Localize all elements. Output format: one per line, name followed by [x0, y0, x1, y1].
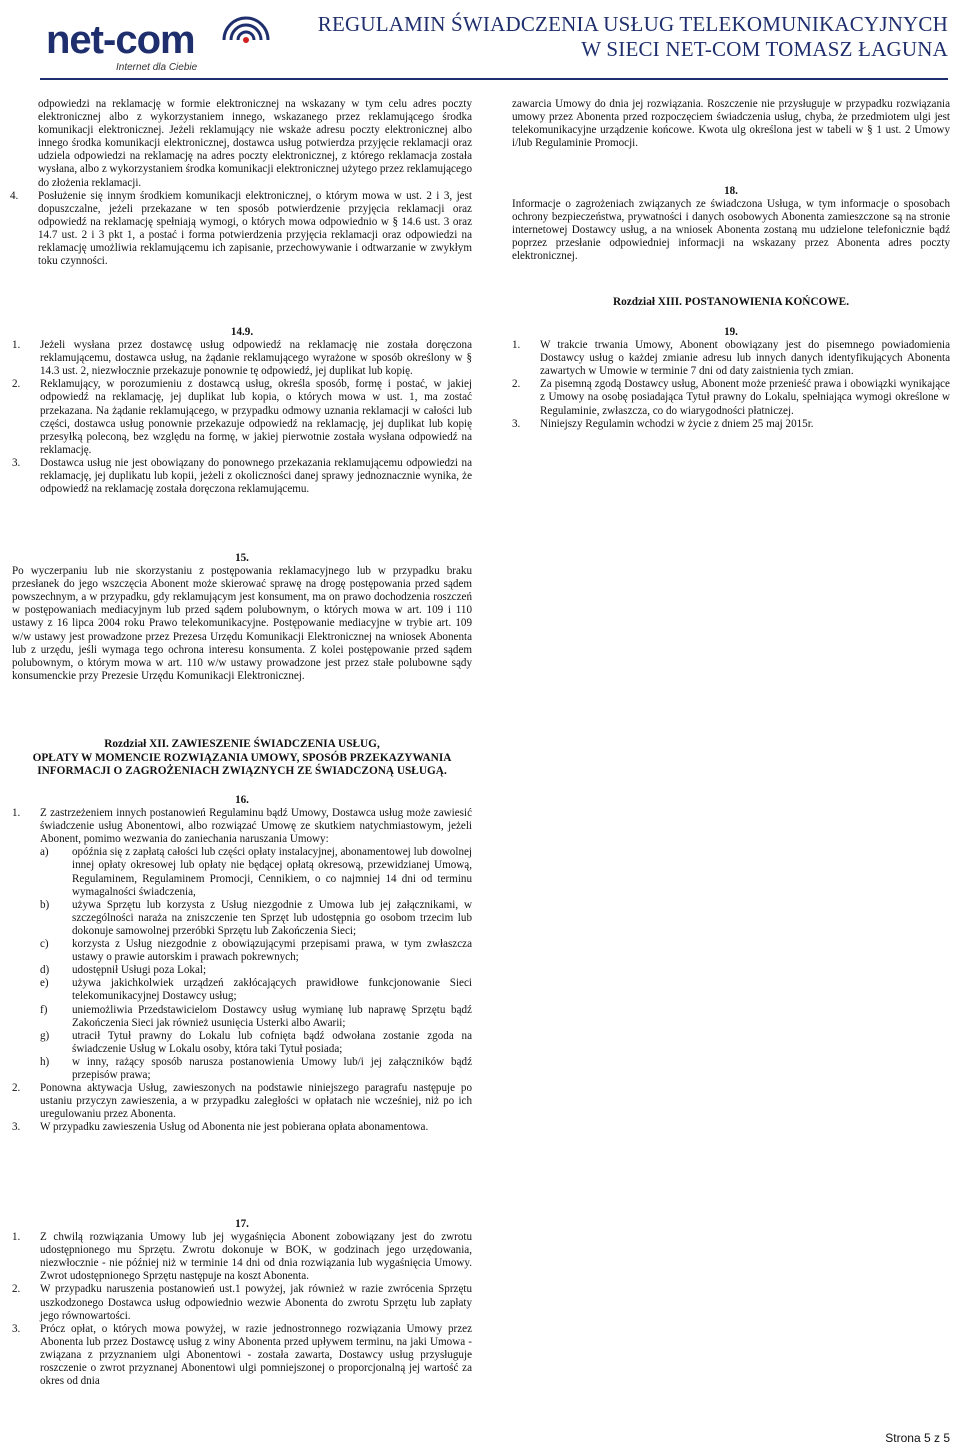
- section-paragraph: Po wyczerpaniu lub nie skorzystaniu z postępowania reklamacyjnego lub w przypadku braku przesłanek do jego wszczęcia Abonent może skierować sprawę na drogę postępowania przed sądem powszechnym, a w przypadku, gdy reklamującym jest konsument, ma on prawo dochodzenia roszczeń w postępowaniach mediacyjnym lub przed sądem polubownym, o których mowa w art. 109 i 110 ustawy z 16 lipca 2004 roku Prawo telekomunikacyjne. Postępowanie mediacyjne w trybie art. 109 w/w ustawy jest prowadzone przez Prezesa Urzędu Komunikacji Elektronicznej na wniosek Abonenta lub z urzędu, jeśli wymaga tego ochrona interesu konsumenta. Z kolei postępowanie przed sądem polubownym, o którym mowa w art. 110 w/w ustawy prowadzone jest przez stałe polubowne sądy konsumenckie przy Prezesie Urzędu Komunikacji Elektronicznej.: [12, 565, 472, 682]
- sub-item: c) korzysta z Usług niezgodnie z obowiązującymi przepisami prawa, w tym zwłaszcza ustawy o prawie autorskim i prawach pokrewnych;: [40, 938, 472, 964]
- section-18: [512, 185, 950, 264]
- sub-item: d) udostępnił Usługi poza Lokal;: [40, 964, 207, 977]
- section-heading: 15.: [235, 552, 249, 564]
- section-heading: 17.: [235, 1218, 249, 1230]
- page-number: Strona 5 z 5: [885, 1431, 950, 1445]
- logo-tagline: Internet dla Ciebie: [116, 62, 198, 73]
- sub-item: h) w inny, rażący sposób narusza postanowienia Umowy lub/i jej załączników bądź przepisów prawa;: [40, 1055, 472, 1081]
- chapter-12-heading: Rozdział XII. ZAWIESZENIE ŚWIADCZENIA USŁUG, OPŁATY W MOMENCIE ROZWIĄZANIA UMOWY, SPOSÓB PRZEKAZYWANIA INFORMACJI O ZAGROŻENIACH ZWIĄZNYCH ZE ŚWIADCZONĄ USŁUGĄ.: [32, 738, 452, 778]
- left-column-top: [10, 98, 472, 268]
- list-item: 2. Ponowna aktywacja Usług, zawieszonych na podstawie niniejszego paragrafu następuje po ustaniu przyczyn zawieszenia, a w przypadku zaległości w opłatach nie wcześniej, niż po ich uregulowaniu przez Abonenta.: [12, 1082, 472, 1121]
- list-item: 2. W przypadku naruszenia postanowień ust.1 powyżej, jak również w razie zwrócenia Sprzętu uszkodzonego Dostawca usług odpowiednio wezwie Abonenta do zwrotu Sprzętu lub zapłaty jego równowartości.: [12, 1283, 472, 1322]
- title-line-1: REGULAMIN ŚWIADCZENIA USŁUG TELEKOMUNIKACYJNYCH: [317, 12, 948, 36]
- section-paragraph: Informacje o zagrożeniach związanych ze świadczona Usługa, w tym informacje o sposobach ochrony bezpieczeństwa, prywatności i danych osobowych Abonenta zamieszczone są na stronie internetowej Dostawcy usług, a na wniosek Abonenta zostaną mu udzielone telefonicznie bądź poprzez przesłanie odpowiedniej informacji na wskazany przez Abonenta adres poczty elektronicznej.: [512, 198, 950, 263]
- section-17: [12, 1218, 472, 1388]
- continued-paragraph: zawarcia Umowy do dnia jej rozwiązania. Roszczenie nie przysługuje w przypadku rozwiązania umowy przez Abonenta przed rozpoczęciem świadczenia usług, chyba, że przedmiotem ulgi jest telekomunikacyjne urządzenie końcowe. Kwota ulg określona jest w tabeli w § 1 ust. 2 Umowy i/lub Regulaminie Promocji.: [512, 98, 950, 150]
- list-item: 3. Prócz opłat, o których mowa powyżej, w razie jednostronnego rozwiązania Umowy przez Abonenta lub przez Dostawcę usług z winy Abonenta przed upływem terminu, na jaki Umowa - związana z przyznaniem ulgi Abonentowi - została zawarta, Dostawcy usług przysługuje roszczenie o zwrot przyznanej Abonentowi ulgi pomniejszonej o proporcjonalną jej wartość za okres od dnia: [12, 1322, 472, 1388]
- list-item: 3. W przypadku zawieszenia Usług od Abonenta nie jest pobierana opłata abonamentowa.: [12, 1121, 429, 1134]
- section-heading: 16.: [235, 794, 249, 806]
- section-19: [512, 326, 950, 431]
- wifi-wave-icon: [216, 6, 276, 46]
- sub-list: [12, 846, 472, 1082]
- list-item: 2. Reklamujący, w porozumieniu z dostawcą usług, określa sposób, formę i postać, w jakiej odpowiedź na reklamację, jej duplikat lub kopia, o których mowa w ust. 1, ma zostać przekazana. Na żądanie reklamującego, w przypadku odmowy uznania reklamacji w całości lub części, dostawca usług ponownie przekazuje odpowiedź na reklamację, jej duplikat lub kopię przesyłką poleconą, bez względu na formę, w jakiej pierwotnie została wysłana odpowiedź na reklamację.: [12, 378, 472, 456]
- chapter-13-heading: Rozdział XIII. POSTANOWIENIA KOŃCOWE.: [612, 296, 850, 308]
- sub-item: a) opóźnia się z zapłatą całości lub części opłaty instalacyjnej, abonamentowej lub dowolnej innej opłaty okresowej lub opłaty nie będącej opłatą okresową, przewidzianej Umową, Regulaminem, Regulaminem Promocji, Cennikiem, o co najmniej 14 dni od terminu wymagalności świadczenia,: [40, 846, 472, 898]
- section-heading: 14.9.: [230, 326, 254, 338]
- right-column-top: [512, 98, 950, 150]
- sub-item: e) używa jakichkolwiek urządzeń zakłócających prawidłowe funkcjonowanie Sieci telekomunikacyjnej Dostawcy usług;: [40, 977, 472, 1003]
- list-item: 4. Posłużenie się innym środkiem komunikacji elektronicznej, o którym mowa w ust. 2 i 3, jest dopuszczalne, jeżeli przekazane w ten sposób potwierdzenie przyjęcia reklamacji oraz odpowiedź na reklamację spełniają wymogi, o których mowa odpowiednio w § 14.6 ust. 3 oraz 14.7 ust. 2 i 3 pkt 1, a postać i forma potwierdzenia przyjęcia reklamacji oraz odpowiedzi na reklamację umożliwia reklamującemu ich zapisanie, przechowywanie i odtwarzanie w zwykłym toku czynności.: [10, 189, 472, 268]
- header-divider: [40, 78, 948, 80]
- list-item: 2. Za pisemną zgodą Dostawcy usług, Abonent może przenieść prawa i obowiązki wynikające z Umowy na osobę posiadająca Tytuł prawny do Lokalu, spełniająca wymogi określone w Regulaminie, zwłaszcza, co do wiarygodności płatniczej.: [512, 378, 950, 417]
- continued-paragraph: odpowiedzi na reklamację w formie elektronicznej na wskazany w tym celu adres poczty elektronicznej albo z wykorzystaniem innego, wskazanego przez reklamującego środka komunikacji elektronicznej. Jeżeli reklamujący nie wskaże adresu poczty elektronicznej albo innego środka komunikacji elektronicznej, dostawca usług potwierdza przyjęcie reklamacji oraz udziela odpowiedzi na reklamację na adres poczty elektronicznej, z którego reklamacja została wysłana, albo z wykorzystaniem środka komunikacji elektronicznej użytego przez reklamującego do złożenia reklamacji.: [38, 98, 472, 189]
- sub-item: b) używa Sprzętu lub korzysta z Usług niezgodnie z Umowa lub jej załącznikami, w szczególności naraża na zniszczenie ten Sprzęt lub udostępnia go osobom trzecim lub dokonuje samowolnej przeróbki Sprzętu lub Zakończenia Sieci;: [40, 898, 472, 937]
- list-item: 3. Niniejszy Regulamin wchodzi w życie z dniem 25 maj 2015r.: [512, 417, 814, 430]
- list-item: 1. Jeżeli wysłana przez dostawcę usług odpowiedź na reklamację nie została doręczona reklamującemu, dostawca usług, na żądanie reklamującego wyrażone w sposób określony w § 14.3 ust. 2, niezwłocznie przekazuje ponownie tę odpowiedź, jej duplikat lub kopię.: [12, 339, 472, 378]
- document-title: [318, 12, 948, 62]
- list-item: 1. W trakcie trwania Umowy, Abonent obowiązany jest do pisemnego powiadomienia Dostawcy usług o każdej zmianie adresu lub innych danych identyfikujących Abonenta zawartych w Umowie w terminie 7 dni od daty zaistnienia tych zmian.: [512, 339, 950, 378]
- logo-text: net-com: [46, 18, 195, 62]
- sub-item: f) uniemożliwia Przedstawicielom Dostawcy usług wymianę lub naprawę Sprzętu bądź Zakończenia Sieci jak również usunięcia Usterki albo Awarii;: [40, 1003, 472, 1029]
- list-item: 1. Z chwilą rozwiązania Umowy lub jej wygaśnięcia Abonent zobowiązany jest do zwrotu udostępnionego mu Sprzętu. Zwrotu dokonuje w BOK, w godzinach jego urzędowania, niezwłocznie - nie później niż w terminie 14 dni od dnia rozwiązania lub wygaśnięcia Umowy. Zwrot udostępnionego Sprzętu następuje na koszt Abonenta.: [12, 1231, 472, 1283]
- section-14-9: [12, 326, 472, 496]
- netcom-logo: [38, 6, 288, 74]
- section-15: [12, 552, 472, 683]
- list-item: 3. Dostawca usług nie jest obowiązany do ponownego przekazania reklamującemu odpowiedzi na reklamację, jej duplikatu lub kopii, jeżeli z okoliczności danej sprawy jednoznacznie wynika, że odpowiedź na reklamację została doręczona reklamującemu.: [12, 456, 472, 496]
- list-item: 1. Z zastrzeżeniem innych postanowień Regulaminu bądź Umowy, Dostawca usług może zawiesić świadczenie usług Abonentowi, albo rozwiązać Umowę ze skutkiem natychmiastowym, jeżeli Abonent, pomimo wezwania do zaniechania naruszania Umowy:: [12, 807, 472, 846]
- section-16: [12, 794, 472, 1134]
- section-heading: 19.: [724, 326, 738, 338]
- section-heading: 18.: [724, 185, 738, 197]
- title-line-2: W SIECI NET-COM TOMASZ ŁAGUNA: [581, 37, 948, 61]
- sub-item: g) utracił Tytuł prawny do Lokalu lub cofnięta bądź odwołana zostanie zgoda na świadczenie Usług w Lokalu osoby, która taki Tytuł posiada;: [40, 1029, 472, 1055]
